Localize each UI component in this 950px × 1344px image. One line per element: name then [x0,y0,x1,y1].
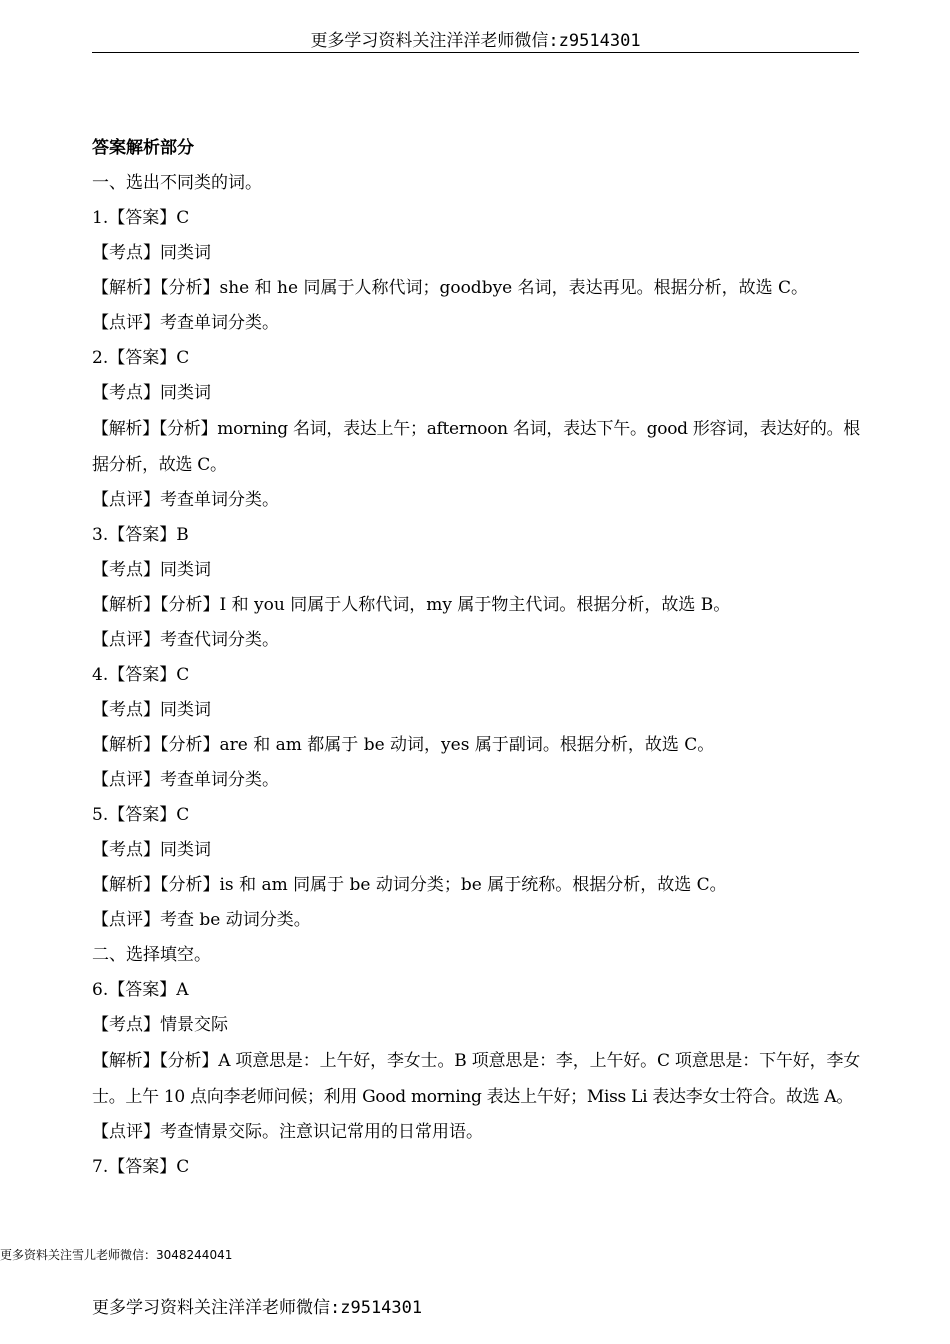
page-header: 更多学习资料关注洋洋老师微信:z9514301 [310,31,641,51]
section-heading: 一、选出不同类的词。 [92,173,262,193]
analysis-line: 【解析】【分析】are 和 am 都属于 be 动词，yes 属于副词。根据分析，故选 C。 [92,735,715,755]
comment-line: 【点评】考查单词分类。 [92,313,279,333]
comment-line: 【点评】考查 be 动词分类。 [92,910,311,930]
footer-watermark: 更多资料关注雪儿老师微信：3048244041 [0,1248,233,1262]
page-footer: 更多学习资料关注洋洋老师微信:z9514301 [92,1298,423,1318]
answer-line: 6.【答案】A [92,980,189,1000]
analysis-line: 【解析】【分析】morning 名词，表达上午；afternoon 名词，表达下午。good 形容词，表达好的。根据分析，故选 C。 [92,419,860,475]
answer-line: 7.【答案】C [92,1157,190,1177]
comment-line: 【点评】考查单词分类。 [92,770,279,790]
header-rule [92,52,859,53]
answer-line: 1.【答案】C [92,208,190,228]
analysis-line: 【解析】【分析】I 和 you 同属于人称代词，my 属于物主代词。根据分析，故选 B。 [92,595,731,615]
comment-line: 【点评】考查情景交际。注意识记常用的日常用语。 [92,1122,483,1142]
analysis-line: 【解析】【分析】she 和 he 同属于人称代词；goodbye 名词，表达再见。根据分析，故选 C。 [92,278,809,298]
section-title: 答案解析部分 [92,138,194,158]
topic-line: 【考点】同类词 [92,700,211,720]
answer-line: 3.【答案】B [92,525,189,545]
answer-line: 2.【答案】C [92,348,190,368]
topic-line: 【考点】同类词 [92,243,211,263]
topic-line: 【考点】情景交际 [92,1015,228,1035]
answer-line: 4.【答案】C [92,665,190,685]
topic-line: 【考点】同类词 [92,383,211,403]
topic-line: 【考点】同类词 [92,840,211,860]
comment-line: 【点评】考查单词分类。 [92,490,279,510]
analysis-line: 【解析】【分析】is 和 am 同属于 be 动词分类；be 属于统称。根据分析，故选 C。 [92,875,727,895]
comment-line: 【点评】考查代词分类。 [92,630,279,650]
answer-line: 5.【答案】C [92,805,190,825]
topic-line: 【考点】同类词 [92,560,211,580]
analysis-line: 【解析】【分析】A 项意思是：上午好，李女士。B 项意思是：李，上午好。C 项意思是：下午好，李女士。上午 10 点向李老师问候；利用 Good morning 表达上午好；Miss Li 表达李女士符合。故选 A。 [92,1051,860,1107]
section-heading: 二、选择填空。 [92,945,211,965]
document-body [92,131,860,1185]
